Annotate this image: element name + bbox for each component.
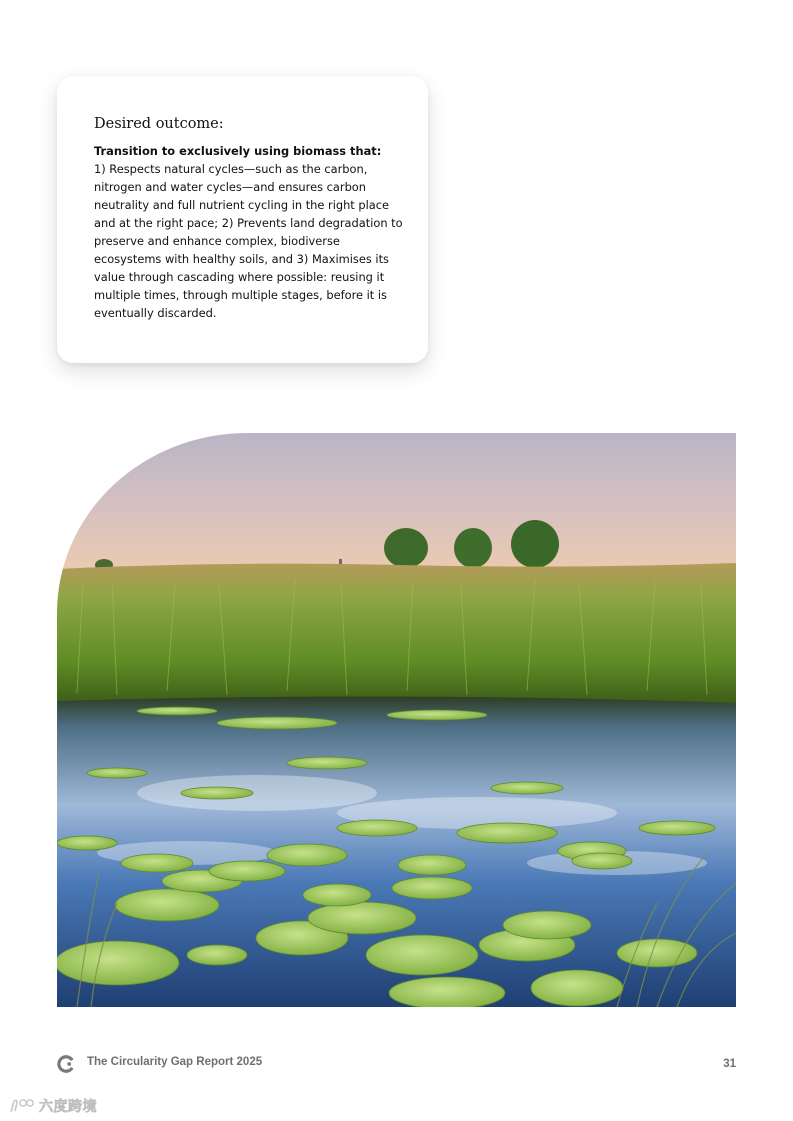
grassland: [57, 563, 736, 703]
outcome-body: 1) Respects natural cycles—such as the carbon, nitrogen and water cycles—and ensures carbon neutrality and full nutrient cycling in the right place and at the right pace; 2) Prevents land degradation to preserve and enhance complex, biodiverse ecosystems with healthy soils, and 3) Maximises its value through cascading where possible: reusing it multiple times, through multiple stages, before it is eventually discarded.: [94, 162, 403, 320]
watermark: [8, 1096, 97, 1116]
outcome-heading: Desired outcome:: [94, 116, 224, 132]
watermark-text: 六度跨境: [39, 1099, 97, 1115]
circularity-gap-logo-icon: [57, 1055, 75, 1073]
outcome-lead: Transition to exclusively using biomass that:: [94, 144, 382, 158]
wetland-illustration: [57, 433, 736, 1007]
page-number: 31: [723, 1058, 736, 1070]
outcome-card: [57, 76, 428, 363]
report-title: The Circularity Gap Report 2025: [87, 1056, 263, 1068]
wetland-photo: [57, 433, 736, 1007]
watermark-logo-icon: [8, 1097, 36, 1115]
